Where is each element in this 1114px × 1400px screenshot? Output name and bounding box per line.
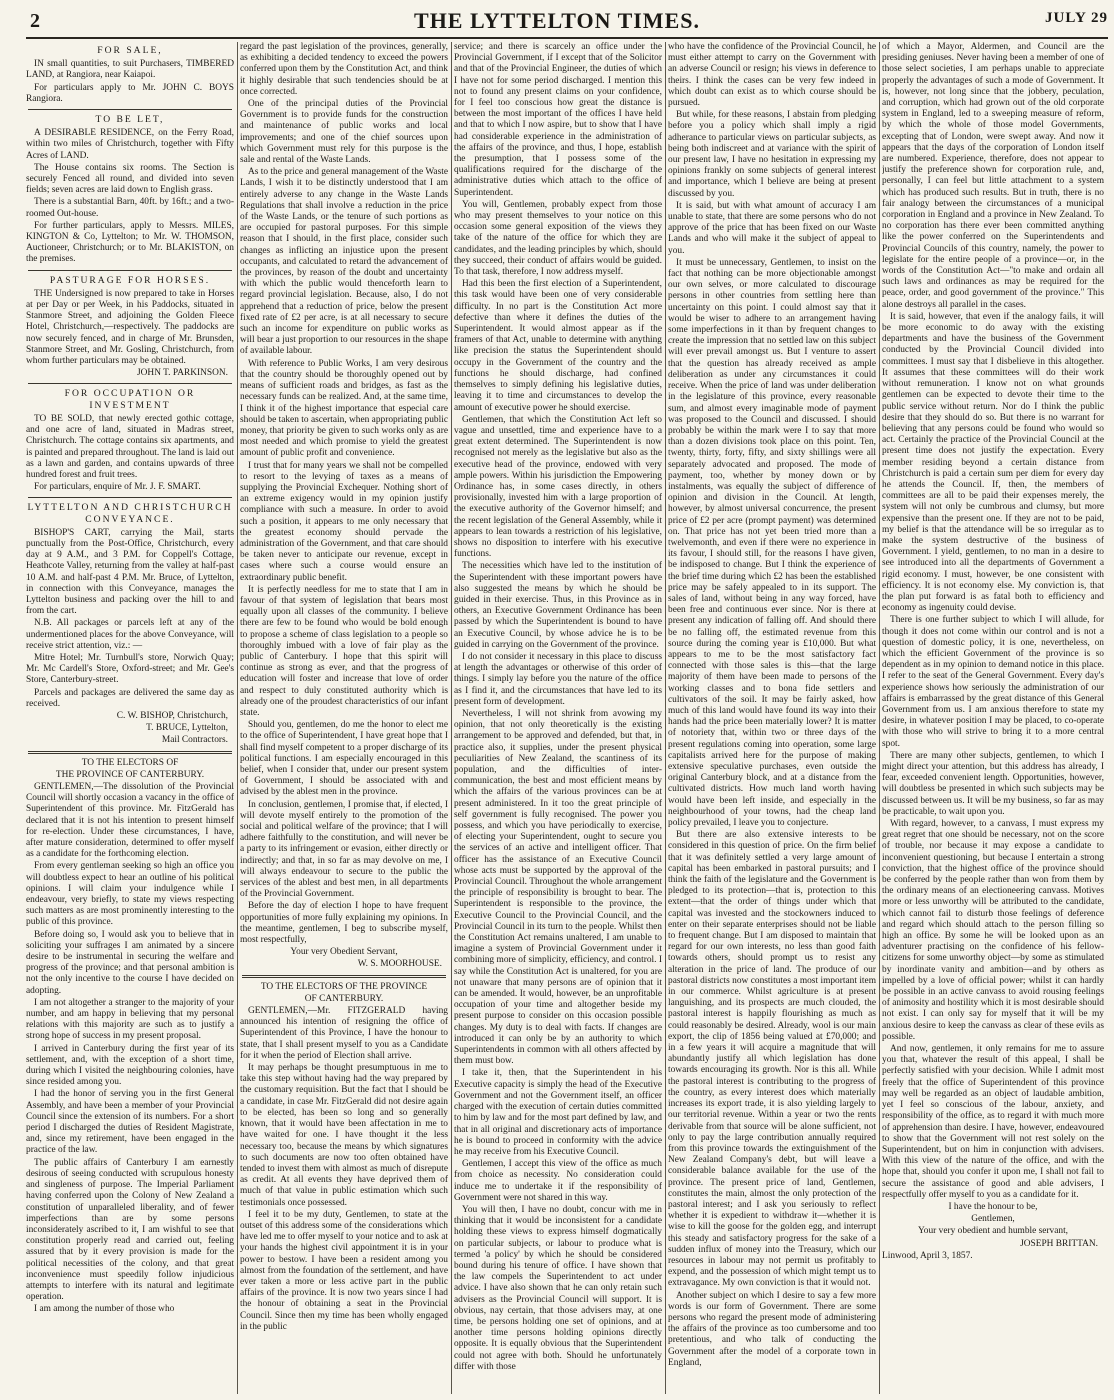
address-paragraph: Should you, gentlemen, do me the honor to elect me to the office of Superintendent, I have great hope that I shall find myself competent to a proper discharge of its political functions. I am especially encouraged in this belief, when I consider that, under our present system of Government, I should be associated with and advised by the ablest men in the province. <box>240 720 448 798</box>
ad-paragraph: For further particulars, apply to Messrs. MILES, KINGTON & Co, Lyttelton; to Mr. W. THOMSON, Auctioneer, Christchurch; or to Mr. BLAKISTON, on the premises. <box>26 220 234 265</box>
ad-paragraph: The House contains six rooms. The Section is securely Fenced all round, and divided into seven fields; seven acres are laid down to English grass. <box>26 162 234 196</box>
address-paragraph: It may perhaps be thought presumptuous in me to take this step without having had the way prepared by the customary requisition. But the fact that I should be a candidate, in case Mr. FitzGerald did not desire again to be elected, has been so long and so generally known, that it would have been affectation in me to have waited for one. I have thought it the less necessary too, because the means by which signatures to such documents are now too often obtained have tended to invest them with almost as much of disrepute as credit. At all events they have deprived them of much of that value in public estimation which such testimonials once possessed. <box>240 1063 448 1208</box>
column-rule <box>451 42 452 1394</box>
issue-date: JULY 29 <box>1045 10 1108 26</box>
address-paragraph: It must be unnecessary, Gentlemen, to insist on the fact that nothing can be more objectionable amongst our own selves, or more calculated to discourage persons in other countries from settling here than uncertainty on this point. I could almost say that it would be wiser to adhere to an arrangement having some imperfections in it than by frequent changes to create the impression that no settled law on this subject will ever prevail amongst us. But I venture to assert that the question has already received as ample deliberation as under any circumstances it could receive. When the price of land was under deliberation in the legislature of this province, every reasonable sum, and almost every imaginable mode of payment was proposed to the Council and discussed. I should probably be within the mark were I to say that more than a dozen divisions took place on this point. Ten, twenty, thirty, forty, fifty, and sixty shillings were all separately advocated and proposed. The mode of payment, too, whether by money down or by instalments, was equally the subject of difference of opinion and division in the Council. At length, however, by almost universal concurrence, the present price of £2 per acre (prompt payment) was determined on. That price has not yet been tried more than a twelvemonth, and even if there were no experience in its favour, I should still, for the reasons I have given, be indisposed to change. But I think the experience of the brief time during which £2 has been the established price may be safely appealed to in its support. The sales of land, without being in any way forced, have been free and continuous ever since. Nor is there at present any indication of falling off. And should there be no falling off, the estimated revenue from this source during the coming year is £10,000. But what appears to me to be the most satisfactory fact connected with those sales is this—that the large majority of them have been made to persons of the working classes and to bona fide settlers and cultivators of the soil. It may be fairly asked, how much of this land would have found its way into their hands had the price been materially lower? It is matter of notoriety that, within two or three days of the present regulations coming into operation, some large capitalists arrived here for the purpose of making extensive speculative purchases, even outside the original Canterbury block, and at a distance from the cultivated districts. How much land worth having would have been left inside, and especially in the neighbourhood of your towns, had the cheap land policy prevailed, I leave you to conjecture. <box>668 257 876 829</box>
address-paragraph: I feel it to be my duty, Gentlemen, to state at the outset of this address some of the considerations which have led me to offer myself to your notice and to ask at your hands the highest civil appointment it is in your power to bestow. I have been a resident among you almost from the foundation of the settlement, and have ever taken a more or less active part in the public affairs of the province. It is now two years since I had the honour of obtaining a seat in the Provincial Council. Since then my time has been wholly engaged in the public <box>240 1209 448 1332</box>
address-paragraph: Gentlemen, that which the Constitution Act left so vague and unsettled, time and experience have to a great extent determined. The Superintendent is now recognised not merely as the legislative but also as the executive head of the province, endowed with very ample powers. Within his jurisdiction the Empowering Ordinance has, in some cases directly, in others provisionally, invested him with a large proportion of the executive authority of the Governor himself; and the recent legislation of the General Assembly, while it appears to lean towards a restriction of his legislative, shows no disposition to interfere with his executive functions. <box>454 414 662 560</box>
address-paragraph: Another subject on which I desire to say a few more words is our form of Government. There are some persons who regard the present mode of administering the affairs of the province as too cumbersome and too pretentious, and who talk of conducting the Government after the model of a corporate town in England, <box>668 1290 876 1368</box>
address-paragraph: regard the past legislation of the provinces, generally, as exhibiting a decided tendency to exceed the powers conferred upon them by the Constitution Act, and think it highly desirable that such tendencies should be at once corrected. <box>240 42 448 97</box>
address-paragraph: You will, Gentlemen, probably expect from those who may present themselves to your notice on this occasion some general exposition of the views they take of the nature of the office for which they are candidates, and the leading principles by which, should they succeed, their conduct of affairs would be guided. To that task, therefore, I now address myself. <box>454 199 662 278</box>
ad-for-sale <box>26 45 234 105</box>
address-paragraph: I arrived in Canterbury during the first year of its settlement, and, with the exception of a short time, during which I visited the neighbouring colonies, have since resided among you. <box>26 1043 234 1088</box>
address-closing: I have the honour to be, <box>948 1201 1038 1212</box>
divider <box>28 497 232 498</box>
address-paragraph: And now, gentlemen, it only remains for me to assure you that, whatever the result of this appeal, I shall be perfectly satisfied with your decision. While I admit most freely that the office of Superintendent of this province may well be regarded as an object of laudable ambition, yet I feel so conscious of the labour, anxiety, and responsibility of the office, as to regard it with much more of apprehension than desire. I have, however, endeavoured to show that the Government will not rest solely on the Superintendent, but on him in conjunction with advisers. With this view of the nature of the office, and with the hope that, should you confer it upon me, I shall not fail to secure the assistance of good and able advisers, I respectfully offer myself to you as a candidate for it. <box>882 1044 1104 1200</box>
page-header <box>0 0 1114 38</box>
ad-title: LYTTELTON AND CHRISTCHURCH CONVEYANCE. <box>27 502 233 525</box>
ad-body: TO BE SOLD, that newly erected gothic cottage, and one acre of land, situated in Madras street, Christchurch. The cottage contains six apartments, and is painted and prepared throughout. The land is laid out as a lawn and garden, and contains upwards of three hundred forest and fruit trees. <box>26 413 234 480</box>
address-paragraph: GENTLEMEN,—The dissolution of the Provincial Council will shortly occasion a vacancy in the office of Superintendent of this province. Mr. FitzGerald has declared that it is not his intention to present himself for re-election. Under these circumstances, I have, after mature consideration, determined to offer myself as a candidate for the forthcoming election. <box>26 781 234 860</box>
address-paragraph: I trust that for many years we shall not be compelled to resort to the levying of taxes as a means of supplying the Provincial Exchequer. Nothing short of an extreme exigency would in my opinion justify compliance with such a measure. In order to avoid such a position, it appears to me only necessary that the greatest economy should pervade the administration of the Government, and that care should be taken never to anticipate our revenue, except in cases where such a course would ensure an extraordinary public benefit. <box>240 460 448 583</box>
address-paragraph: With reference to Public Works, I am very desirous that the country should be thoroughly opened out by means of sufficient roads and bridges, as fast as the necessary funds can be realized. And, at the same time, I think it of the highest importance that especial care should be taken to ascertain, when appropriating public money, that priority be given to such works only as are most needed and which promise to yield the greatest amount of public profit and convenience. <box>240 358 448 459</box>
ad-title: FOR SALE, <box>97 45 163 56</box>
address-paragraph: service; and there is scarcely an office under the Provincial Government, if I except that of the Solicitor and that of the Provincial Engineer, the duties of which I have not for some period discharged. I mention this not to found any present claims on your confidence, for I feel too conscious how great the distance is between the most important of the offices I have held and that to which I now aspire, but to show that I have had considerable experience in the administration of the affairs of the province, and thus, I hope, establish the presumption, that I possess some of the qualifications required for the discharge of the administrative duties which attach to the office of Superintendent. <box>454 42 662 198</box>
column-5 <box>882 42 1104 1394</box>
ad-body: A DESIRABLE RESIDENCE, on the Ferry Road, within two miles of Christchurch, together with Fifty Acres of LAND. <box>26 128 234 161</box>
address-paragraph: As to the price and general management of the Waste Lands, I wish it to be distinctly understood that I am entirely adverse to any change in the Waste Lands Regulations that shall involve a reduction in the price of the Waste Lands, or the tenure of such portions as are occupied for pastoral purposes. For this simple reason that I should, in the first place, consider such changes as inflicting an injustice upon the present occupants, and calculated to retard the advancement of the provinces, by reason of the doubt and uncertainty with which the public would thenceforth learn to regard provincial legislation. Because, also, I do not apprehend that a reduction of price, below the present fixed rate of £2 per acre, is at all necessary to secure such an income for expenditure on public works as will bear a just proportion to our resources in the shape of available labour. <box>240 167 448 357</box>
ad-note: N.B. All packages or parcels left at any of the undermentioned places for the above Conveyance, will receive strict attention, viz.: — <box>26 618 234 651</box>
address-paragraph: I am among the number of those who <box>34 1304 175 1315</box>
divider <box>242 975 446 978</box>
ad-body: BISHOP'S CART, carrying the Mail, starts punctually from the Post-Office, Christchurch, every day at 9 A.M., and 3 P.M. for Coppell's Cottage, Heathcote Valley, returning from the valley at half-past 10 A.M. and half-past 4 P.M. Mr. Bruce, of Lyttelton, in connection with this Conveyance, manages the Lyttelton business and packing over the hill to and from the cart. <box>26 527 234 617</box>
address-paragraph: The necessities which have led to the institution of the Superintendent with these important powers have also suggested the means by which he should be guided in their exercise. Thus, in this Province as in others, an Executive Government Ordinance has been passed by which the Superintendent is bound to have an Executive Council, by whose advice he is to be guided in carrying on the Government of the province. <box>454 561 662 650</box>
divider <box>28 383 232 384</box>
header-rule <box>26 37 1108 39</box>
ad-title: PASTURAGE FOR HORSES. <box>49 274 211 286</box>
ad-contact: For particulars apply to Mr. JOHN C. BOYS Rangiora. <box>26 82 234 104</box>
address-paragraph: I take it, then, that the Superintendent in his Executive capacity is simply the head of the Executive Government and not the Government itself, an officer charged with the execution of certain duties committed to him by law and for the most part defined by law, and that in all original and discretionary acts of importance he is bound to proceed in conformity with the advice he may receive from his Executive Council. <box>454 1068 662 1157</box>
address-paragraph: One of the principal duties of the Provincial Government is to provide funds for the construction and maintenance of public works and local improvements; and one of the chief sources upon which Government must rely for this purpose is the sale and rental of the Waste Lands. <box>240 99 448 166</box>
ad-signature: JOHN T. PARKINSON. <box>137 368 228 379</box>
divider <box>28 270 232 271</box>
column-rule <box>237 42 238 1394</box>
column-rule <box>665 42 666 1394</box>
address-paragraph: The public affairs of Canterbury I am earnestly desirous of seeing conducted with scrupulous honesty and singleness of purpose. The Imperial Parliament having conferred upon the Colony of New Zealand a constitution of unparalleled liberality, and of fewer imperfections than are by some persons inconsiderately ascribed to it, I am wishful to see that constitution properly read and carried out, feeling assured that by it every provision is made for the political necessities of the colony, and that great inconvenience must speedily follow injudicious attempts to interfere with its natural and legitimate operation. <box>26 1157 234 1303</box>
address-paragraph: With regard, however, to a canvass, I must express my great regret that one should be necessary, not on the score of trouble, nor because it may expose a candidate to inconvenient questioning, but because I entertain a strong conviction, that the highest office of the province should be conferred by the people rather than won from them by the ordinary means of an electioneering canvass. Motives more or less unworthy will be attributed to the candidate, which cannot fail to disturb those feelings of deference and regard which should attach to the person filling so high an office. By some he will be looked upon as an adventurer practising on the confidence of his fellow-citizens for some unworthy object—by some as stimulated by inordinate vanity and ambition—and by others as impelled by a love of official power; whilst it can hardly be possible in an active canvass to avoid rousing feelings of animosity and hostility which it is most desirable should not exist. I can only say for myself that it will be my anxious desire to keep the canvass as clear of these evils as possible. <box>882 819 1104 1042</box>
column-3 <box>454 42 662 1394</box>
address-paragraph: of which a Mayor, Aldermen, and Council are the presiding geniuses. Never having been a member of one of those select societies, I am perhaps unable to appreciate properly the advantages of such a mode of Government. It is, however, not long since that the jobbery, peculation, and corruption, which had grown out of the old corporate system in England, led to a sweeping measure of reform, by which the whole of those model Governments, excepting that of London, were swept away. And now it appears that the days of the corporation of London itself are numbered. Experience, therefore, does not appear to justify the preference shown for corporation rule, and, personally, I can feel but little attachment to a system which has produced such results. But in truth, there is no fair analogy between the circumstances of a municipal corporation in England and a province in New Zealand. To no corporation has there ever been committed anything like the power conferred on the Superintendents and Provincial Councils of this country, namely, the power to legislate for the entire people of a province—or, in the words of the Constitution Act—"to make and ordain all such laws and ordinances as may be required for the peace, order, and good government of the province." This alone destroys all parallel in the cases. <box>882 42 1104 310</box>
address-paragraph: But there are also extensive interests to be considered in this question of price. On the firm belief that it was definitely settled a very large amount of capital has been embarked in pastoral pursuits; and I think the faith of the legislature and the Government is pledged to its protection—that is, protection to this extent—that the order of things under which that capital was invested and the stockowners induced to enter on their separate enterprises should not be liable to frequent change. But I am disposed to maintain that regard for our own interests, no less than good faith towards others, should prompt us to resist any alteration in the price of land. The produce of our pastoral districts now constitutes a most important item in our commerce. Whilst agriculture is at present languishing, and its prospects are much clouded, the pastoral interest is happily flourishing as much as could reasonably be desired. Already, wool is our main export, the clip of 1856 being valued at £70,000; and in a few years it will acquire a magnitude that will abundantly justify all which legislation has done towards encouraging its growth. Nor is this all. While the pastoral interest is contributing to the progress of the country, as every interest does which materially increases its export trade, it is also yielding largely to our territorial revenue. Within a year or two the rents derivable from that source will be alone sufficient, not only to pay the large contribution annually required from this province towards the extinguishment of the New Zealand Company's debt, but will leave a considerable balance available for the use of the province. The present price of land, Gentlemen, constitutes the main, almost the only protection of the pastoral interest; and I ask you seriously to reflect whether it is expedient to withdraw it—whether it is wise to kill the goose for the golden egg, and interrupt this steady and satisfactory progress for the sake of a sudden influx of money into the Treasury, which our resources in labour may not permit us profitably to expend, and the possession of which might tempt us to extravagance. My own conviction is that it would not. <box>668 830 876 1289</box>
address-signature: JOSEPH BRITTAN. <box>1020 1238 1098 1249</box>
ad-places: Mitre Hotel; Mr. Turnbull's store, Norwich Quay; Mr. Mc Cardell's Store, Oxford-street; and Mr. Gee's Store, Canterbury-street. <box>26 652 234 686</box>
divider <box>28 109 232 110</box>
address-paragraph: Before doing so, I would ask you to believe that in soliciting your suffrages I am animated by a sincere desire to be instrumental in securing the welfare and progress of the province; and that personal ambition is not the only incentive to the course I have decided on adopting. <box>26 929 234 996</box>
address-title: OF CANTERBURY. <box>304 993 384 1004</box>
address-paragraph: It is said, however, that even if the analogy fails, it will be more economic to do away with the existing departments and have the business of the Government conducted by the Provincial Council divided into committees. I must say that I disbelieve in this altogether. It assumes that these committees will do their work without remuneration. I know not on what grounds gentlemen can be expected to devote their time to the public service without return. Nor do I think the public desire that they should do so. But there is no warrant for believing that any persons could be found who would so act. Certainly the practice of the Provincial Council at the present time does not justify the expectation. Every member residing beyond a certain distance from Christchurch is paid a certain sum per diem for every day he attends the Council. If, then, the members of committees are all to be paid their expenses merely, the system will not only be cumbrous and clumsy, but more expensive than the present one. If they are not to be paid, my belief is that the attendance will be so irregular as to make the system destructive of the business of Government. I yield, gentlemen, to no man in a desire to see introduced into all the departments of Government a rigid economy. I must, however, be one consistent with efficiency. It is not economy else. My conviction is, that the plan put forward is as fatal both to efficiency and economy as ingenuity could devise. <box>882 311 1104 614</box>
ad-occupation <box>26 388 234 493</box>
address-paragraph: who have the confidence of the Provincial Council, he must either attempt to carry on the Government with an adverse Council or resign; his views in deference to theirs. I think the cases can be very few indeed in which doubt can exist as to which course should be pursued. <box>668 42 876 109</box>
ad-signature: T. BRUCE, Lyttelton, <box>146 723 228 734</box>
page-number: 2 <box>30 10 40 32</box>
ad-parcels: Parcels and packages are delivered the same day as received. <box>26 687 234 709</box>
ad-body: THE Undersigned is now prepared to take in Horses at per Day or per Week, in his Paddocks, situated in Stanmore Street, and adjoining the Golden Fleece Hotel, Christchurch,—respectively. The paddocks are now securely fenced, and in charge of Mr. Brunsden, Stanmore Street, and Mr. Gosling, Christchurch, from whom further particulars may be obtained. <box>26 288 234 367</box>
column-4 <box>668 42 876 1394</box>
address-closing: Your very obedient and humble servant, <box>917 1226 1069 1237</box>
address-paragraph: Gentlemen, I accept this view of the office as much from choice as necessity. No consideration could induce me to undertake it if the responsibility of Government were not shared in this way. <box>454 1159 662 1203</box>
address-paragraph: GENTLEMEN,—Mr. FITZGERALD having announced his intention of resigning the office of Superintendent of this Province, I have the honour to state, that I shall present myself to you as a Candidate for it when the period of Election shall arrive. <box>240 1006 448 1061</box>
ad-signature: C. W. BISHOP, Christchurch, <box>116 710 228 721</box>
address-paragraph: In conclusion, gentlemen, I promise that, if elected, I will devote myself entirely to the promotion of the social and political welfare of the province; that I will adhere faithfully to the constitution, and will never be a party to its infringement or evasion, either directly or indirectly; and that, in so far as may devolve on me, I will always endeavour to secure to the public the services of the ablest and best men, in all departments of the Provincial Government. <box>240 799 448 900</box>
ad-body: IN small quantities, to suit Purchasers, TIMBERED LAND, at Rangiora, near Kaiapoi. <box>26 59 234 81</box>
address-paragraph: You will then, I have no doubt, concur with me in thinking that it would be inconsistent for a candidate holding these views to express himself dogmatically on particular subjects, or labour to produce what is termed 'a policy' by which he should be considered bound during his tenure of office. I have shown that the law compels the Superintendent to act under advice. I have also shown that he can only retain such advisers as the Provincial Council will support. It is obvious, nay certain, that those advisers may, at one time, be persons holding one set of opinions, and at another time persons holding opinions directly opposite. It is equally obvious that the Superintendent could not agree with both. Should he unfortunately differ with those <box>454 1204 662 1372</box>
address-paragraph: It is said, but with what amount of accuracy I am unable to state, that there are some persons who do not approve of the price that has been fixed on our Waste Lands and who will make it the subject of appeal to you. <box>668 200 876 256</box>
address-closing: Gentlemen, <box>971 1214 1015 1225</box>
ad-title: TO BE LET, <box>95 114 165 126</box>
electors-address-moorhouse <box>26 758 234 1316</box>
ad-conveyance <box>26 502 234 746</box>
column-1 <box>26 42 234 1394</box>
address-paragraph: I had the honor of serving you in the first General Assembly, and have been a member of your Provincial Council since the extension of its numbers. For a short period I discharged the duties of Resident Magistrate, and, since my retirement, have been engaged in the practice of the law. <box>26 1089 234 1156</box>
column-2 <box>240 42 448 1394</box>
ad-paragraph: There is a substantial Barn, 40ft. by 16ft.; and a two-roomed Out-house. <box>26 197 234 219</box>
address-title: TO THE ELECTORS OF <box>81 757 179 768</box>
address-signature: W. S. MOORHOUSE. <box>357 959 442 970</box>
ad-pasturage <box>26 275 234 380</box>
address-paragraph: Had this been the first election of a Superintendent, this task would have been one of very considerable difficulty. In no part is the Constitution Act more defective than where it defines the duties of the Superintendent. It would almost appear as if the framers of that Act, unable to determine with anything like precision the status the Superintendent should occupy in the Government of the country and the functions he should discharge, had confined themselves to simply defining his legislative duties, leaving it to time and circumstances to develop the amount of executive power he should exercise. <box>454 279 662 413</box>
address-title: TO THE ELECTORS OF THE PROVINCE <box>260 981 428 992</box>
address-paragraph: From every gentleman seeking so high an office you will doubtless expect to hear an outline of his political opinions. I will claim your indulgence while I endeavour, very briefly, to state my views respecting such matters as are most prominently interesting to the public of this province. <box>26 861 234 928</box>
column-rule <box>879 42 880 1394</box>
address-paragraph: Before the day of election I hope to have frequent opportunities of more fully explaining my opinions. In the meantime, gentlemen, I beg to subscribe myself, most respectfully, <box>240 901 448 946</box>
address-closing: Your very Obedient Servant, <box>290 947 398 958</box>
address-paragraph: There is one further subject to which I will allude, for though it does not come within our control and is not a question of domestic policy, it is one, nevertheless, on which the efficient Government of the province is so dependent as in my opinion to demand notice in this place. I refer to the seat of the General Government. Every day's experience shows how seriously the administration of our affairs is embarrassed by the great distance of this General Government from us. I am anxious therefore to state my desire, in whatever position I may be placed, to co-operate with those who will strive to bring it to a more central spot. <box>882 615 1104 749</box>
address-paragraph: It is perfectly needless for me to state that I am in favour of that system of legislation that bears most equally upon all classes of the community. I believe there are few to be found who would be bold enough to propose a scheme of class legislation to a people so thoroughly imbued with a love of fair play as the public of Canterbury. I hope that this spirit will continue as strong as ever, and that the progress of education will foster and increase that love of order and respect to duly constituted authority which is already one of the proudest characteristics of our infant state. <box>240 584 448 718</box>
ad-signature: Mail Contractors. <box>161 735 228 746</box>
ad-title: FOR OCCUPATION OR INVESTMENT <box>64 388 196 411</box>
address-paragraph: But while, for these reasons, I abstain from pledging before you a policy which shall imply a rigid adherance to particular views on particular subjects, as being both indiscreet and at variance with the spirit of our present law, I have no hesitation in expressing my opinions frankly on some subjects of general interest and importance, which I believe are being at present discussed by you. <box>668 110 876 199</box>
address-paragraph: Nevertheless, I will not shrink from avowing my opinion, that not only theoretically is the existing arrangement to be approved and defended, but that, in practice also, it supplies, under the present physical peculiarities of New Zealand, the scantiness of its population, and the difficulties of inter-communication, the best and most efficient means by which the affairs of the various provinces can be at present administered. In it too the great principle of self government is fully recognised. The power you possess, and which you have periodically to exercise, of electing your Superintendent, ought to secure you the services of an active and intelligent officer. That officer has the assistance of an Executive Council whose acts must be supported by the approval of the Provincial Council. Throughout the whole arrangement the principle of responsibility is brought to bear. The Superintendent is responsible to the province, the Executive Council to the Provincial Council, and the Provincial Council in its turn to the people. Whilst then the Constitution Act remains unaltered, I am unable to imagine a system of Provincial Government under it combining more of simplicity, efficiency, and control. I say while the Constitution Act is unaltered, for you are not unaware that many persons are of opinion that it can be amended. It would, however, be an unprofitable occupation of your time and altogether beside my present purpose to consider on this occasion possible changes. My duty is to deal with facts. If changes are introduced it can only be by an authority to which Superintendents in common with all others affected by them must bow. <box>454 708 662 1067</box>
ad-to-be-let <box>26 114 234 266</box>
address-dateline: Linwood, April 3, 1857. <box>882 1250 973 1261</box>
ad-contact: For particulars, enquire of Mr. J. F. SMART. <box>34 482 201 493</box>
address-paragraph: There are many other subjects, gentlemen, to which I might direct your attention, but this address has already, I fear, exceeded convenient length. Opportunities, however, will doubtless be presented in which such subjects may be discussed between us. It will be my business, so far as may be practicable, to wait upon you. <box>882 750 1104 817</box>
address-title: THE PROVINCE OF CANTERBURY. <box>55 769 205 780</box>
address-paragraph: I do not consider it necessary in this place to discuss at length the advantages or otherwise of this order of things. I simply lay before you the nature of the office as I find it, and the circumstances that have led to its present form of development. <box>454 651 662 707</box>
masthead-title: THE LYTTELTON TIMES. <box>414 8 700 33</box>
address-paragraph: I am not altogether a stranger to the majority of your number, and am happy in believing that my personal relations with this majority are such as to justify a strong hope of success in my present proposal. <box>26 997 234 1042</box>
divider <box>28 751 232 754</box>
